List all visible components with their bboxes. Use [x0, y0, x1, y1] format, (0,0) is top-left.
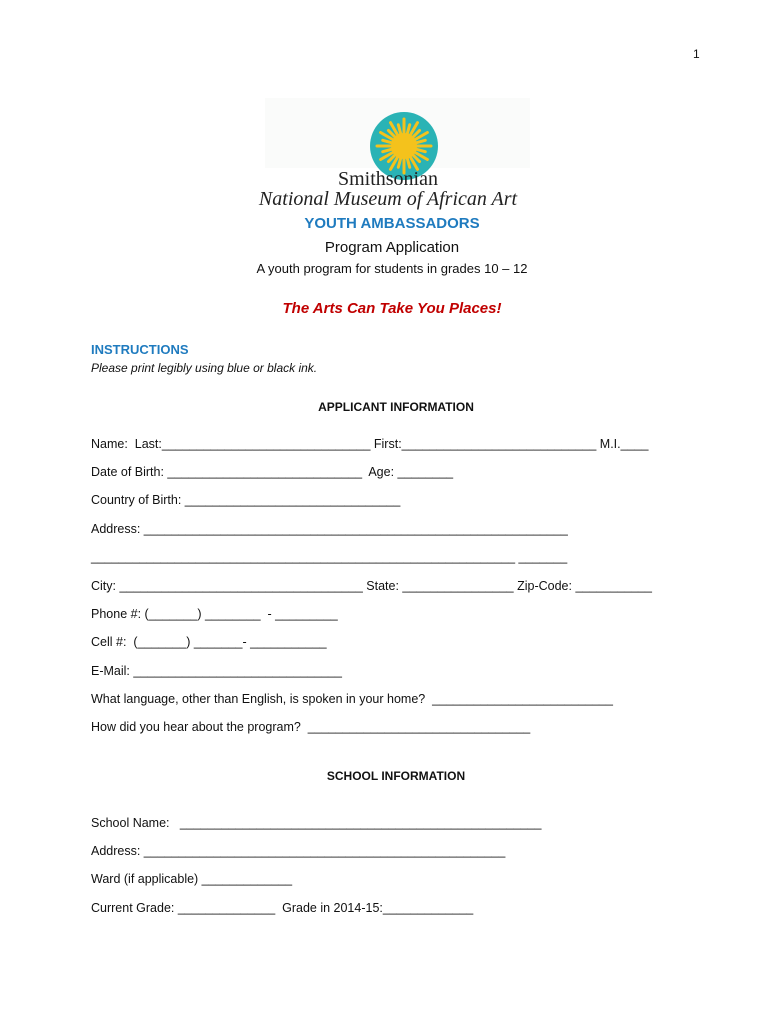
hear-about-field[interactable]: How did you hear about the program? ________________________________ [91, 720, 531, 734]
instructions-text: Please print legibly using blue or black ink. [91, 361, 318, 375]
email-field[interactable]: E-Mail: ______________________________ [91, 664, 342, 678]
phone-field[interactable]: Phone #: (_______) ________ - _________ [91, 607, 338, 621]
dob-field[interactable]: Date of Birth: ____________________________ Age: ________ [91, 465, 454, 479]
sun-icon [360, 93, 430, 163]
school-address-field[interactable]: Address: ____________________________________________________ [91, 844, 506, 858]
school-heading: SCHOOL INFORMATION [326, 769, 466, 783]
address-field-2[interactable]: _____________________________________________________________ _______ [91, 550, 568, 564]
school-name-field[interactable]: School Name: ____________________________________________________ [91, 816, 542, 830]
applicant-heading: APPLICANT INFORMATION [318, 400, 474, 414]
logo-museum-name: National Museum of African Art [258, 188, 518, 210]
program-description: A youth program for students in grades 10 – 12 [256, 261, 528, 276]
ward-field[interactable]: Ward (if applicable) _____________ [91, 872, 293, 886]
cell-field[interactable]: Cell #: (_______) _______- ___________ [91, 635, 327, 649]
program-subtitle: Program Application [324, 239, 460, 256]
instructions-heading: INSTRUCTIONS [91, 342, 189, 357]
country-field[interactable]: Country of Birth: _______________________________ [91, 493, 401, 507]
program-title: YOUTH AMBASSADORS [304, 215, 480, 232]
program-tagline: The Arts Can Take You Places! [282, 300, 502, 317]
logo-institution: Smithsonian [337, 168, 438, 190]
grade-field[interactable]: Current Grade: ______________ Grade in 2014-15:_____________ [91, 901, 474, 915]
address-field-1[interactable]: Address: _____________________________________________________________ [91, 522, 568, 536]
language-field[interactable]: What language, other than English, is spoken in your home? __________________________ [91, 692, 613, 706]
page-number: 1 [693, 47, 700, 61]
city-field[interactable]: City: ___________________________________ State: ________________ Zip-Code: ___________ [91, 579, 652, 593]
name-field[interactable]: Name: Last:______________________________ First:____________________________ M.I.____ [91, 437, 649, 451]
